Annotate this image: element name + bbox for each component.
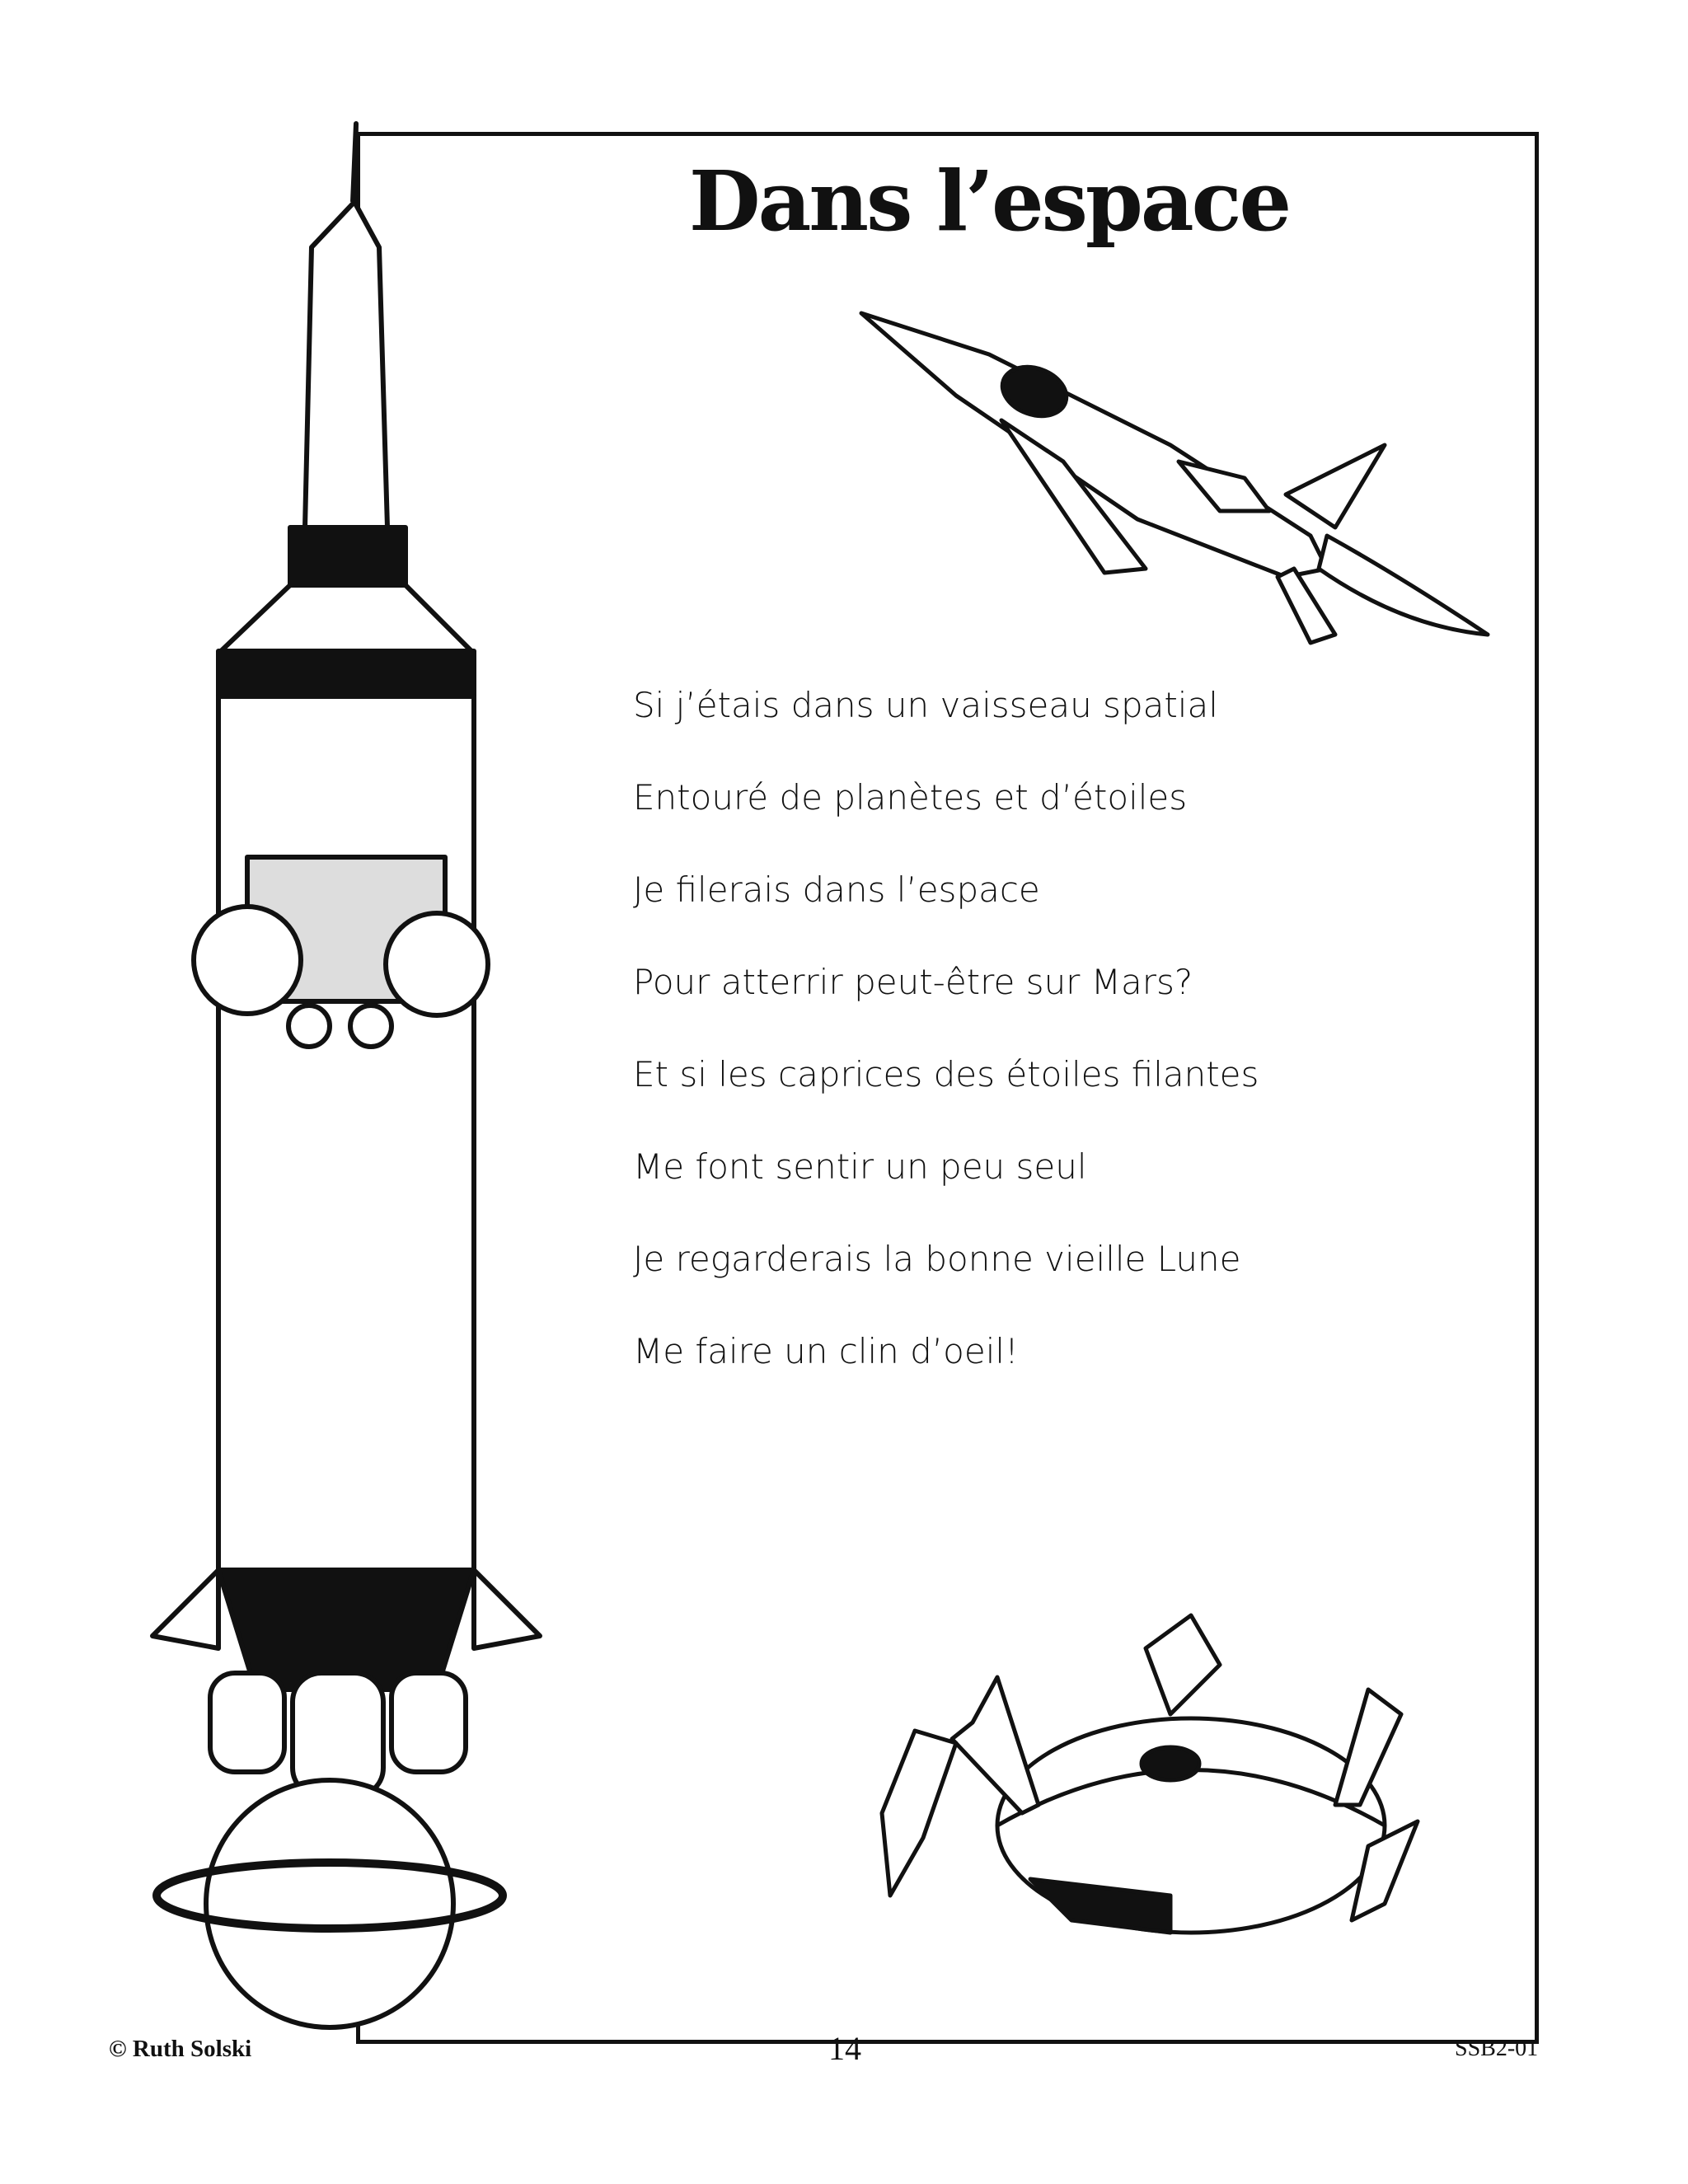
product-code: SSB2-01 bbox=[1455, 2036, 1539, 2061]
poem-line: Je filerais dans l’espace bbox=[633, 869, 1040, 910]
poem-line: Me font sentir un peu seul bbox=[633, 1146, 1087, 1187]
page-title: Dans l’espace bbox=[688, 152, 1290, 250]
poem-line: Si j’étais dans un vaisseau spatial bbox=[633, 685, 1218, 725]
page-number: 14 bbox=[828, 2030, 861, 2067]
poem-line: Entouré de planètes et d’étoiles bbox=[633, 777, 1188, 818]
poem-line: Je regarderais la bonne vieille Lune bbox=[633, 1239, 1241, 1279]
poem-line: Et si les caprices des étoiles filantes bbox=[633, 1054, 1259, 1094]
poem-line: Pour atterrir peut-être sur Mars? bbox=[633, 962, 1193, 1002]
poem-line: Me faire un clin d’oeil! bbox=[633, 1331, 1019, 1371]
copyright-notice: © Ruth Solski bbox=[109, 2036, 252, 2062]
